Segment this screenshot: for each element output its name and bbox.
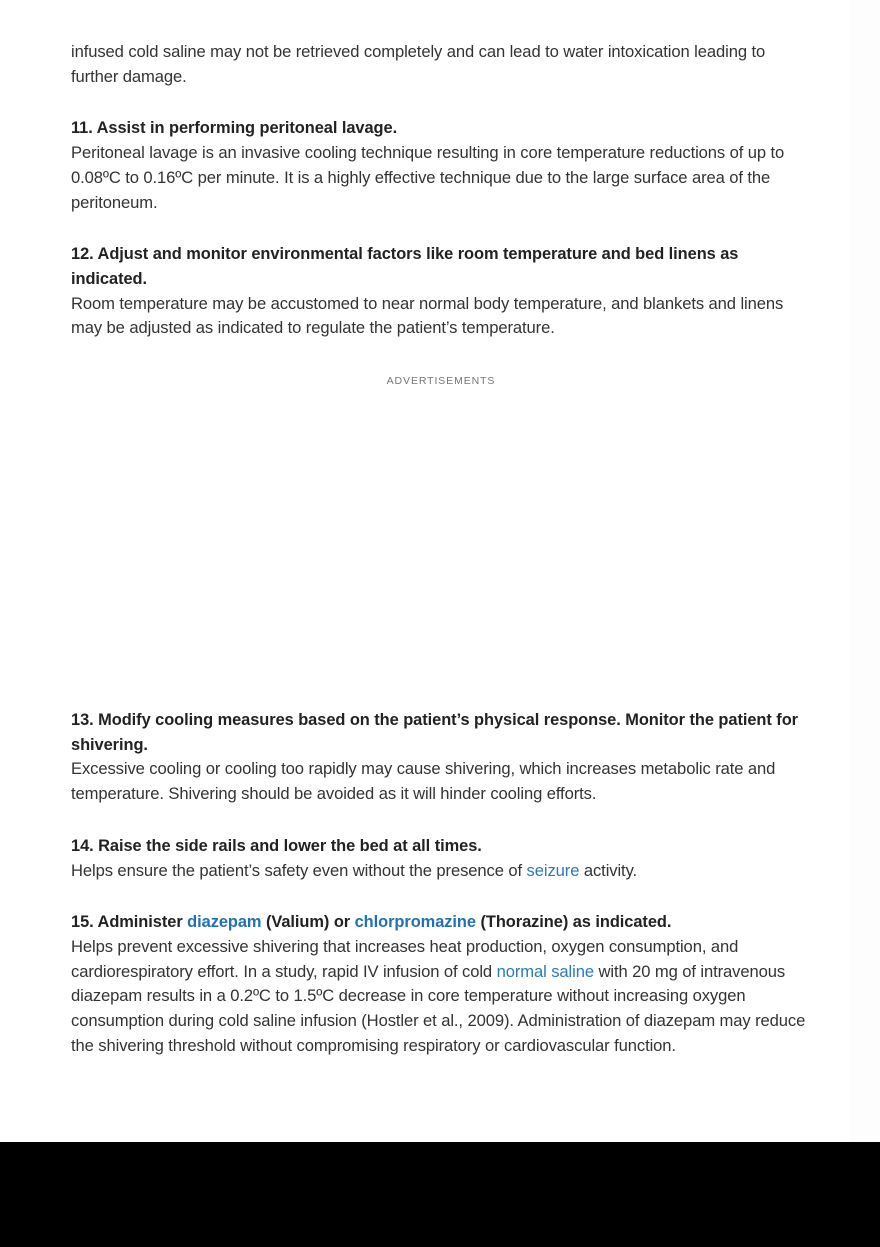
footer-band (0, 1142, 880, 1247)
intro-paragraph: infused cold saline may not be retrieved completely and can lead to water intoxication leading to further damage. (71, 42, 766, 86)
advertisements-label: ADVERTISEMENTS (386, 375, 496, 387)
section-15-heading (71, 910, 811, 935)
section-13-body: Excessive cooling or cooling too rapidly may cause shivering, which increases metabolic rate and temperature. Shivering should be avoided as it will hinder cooling efforts. (71, 759, 776, 804)
advertisement-area (71, 371, 811, 669)
section-14-body-text-before: Helps ensure the patient’s safety even without the presence of (71, 860, 527, 880)
section-14-body-text-after: activity. (579, 860, 638, 880)
section-15-heading-part3: (Thorazine) as indicated. (475, 913, 672, 932)
article-body (71, 40, 811, 341)
section-11 (71, 116, 811, 215)
diazepam-link[interactable]: diazepam (187, 913, 262, 932)
spacer (71, 883, 811, 910)
section-13 (71, 708, 811, 807)
article-body-continued (71, 708, 811, 1058)
section-15-heading-part1: 15. Administer (71, 913, 188, 932)
page-right-edge-tint (850, 0, 880, 1142)
section-12 (71, 242, 811, 341)
section-14-heading: 14. Raise the side rails and lower the bed at all times. (71, 836, 482, 855)
section-15-body-text-after: with 20 mg of intravenous diazepam results in a 0.2ºC to 1.5ºC decrease in core temperature without increasing oxygen consumption during cold saline infusion (Hostler et al., 2009). Administration of diazepam may reduce the shivering threshold without compromising respiratory or cardiovascular function. (71, 961, 806, 1055)
section-13-heading: 13. Modify cooling measures based on the patient’s physical response. Monitor the patient for shivering. (71, 711, 798, 754)
section-15 (71, 910, 811, 1058)
spacer (71, 215, 811, 242)
section-11-heading: 11. Assist in performing peritoneal lavage. (71, 119, 398, 138)
spacer (71, 807, 811, 834)
section-15-body-text-before: Helps prevent excessive shivering that increases heat production, oxygen consumption, and cardiorespiratory effort. In a study, rapid IV infusion of cold (71, 936, 739, 981)
section-12-body: Room temperature may be accustomed to near normal body temperature, and blankets and linens may be adjusted as indicated to regulate the patient’s temperature. (71, 293, 784, 338)
section-14-body (71, 859, 811, 884)
spacer (71, 89, 811, 116)
section-12-heading: 12. Adjust and monitor environmental factors like room temperature and bed linens as indicated. (71, 245, 739, 288)
section-14 (71, 834, 811, 883)
ad-slot[interactable] (71, 389, 811, 669)
section-15-body (71, 935, 811, 1059)
seizure-link[interactable]: seizure (526, 860, 580, 880)
chlorpromazine-link[interactable]: chlorpromazine (354, 913, 476, 932)
section-11-body: Peritoneal lavage is an invasive cooling technique resulting in core temperature reductions of up to 0.08ºC to 0.16ºC per minute. It is a highly effective technique due to the large surface area of the peritoneum. (71, 143, 785, 212)
section-15-heading-part2: (Valium) or (261, 913, 355, 932)
normal-saline-link[interactable]: normal saline (496, 961, 594, 981)
